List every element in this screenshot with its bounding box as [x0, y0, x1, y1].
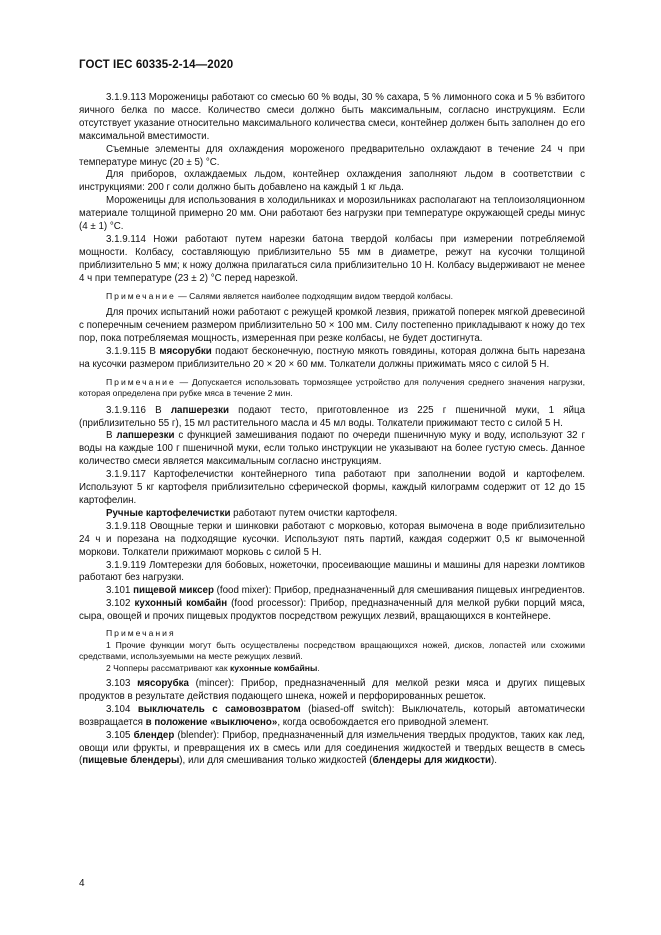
text-span: 3.1.9.115 В: [106, 345, 160, 357]
term-bold: выключатель с самовозвратом: [137, 703, 301, 715]
text-span: (mincer): Прибор, предназначенный для мелкой резки мяса и других пищевых продуктов в результате действия подающего шнека, ножей и перфорированных решеток.: [79, 678, 585, 702]
text-span: 3.104: [106, 703, 138, 715]
paragraph-3-1-9-119: 3.1.9.119 Ломтерезки для бобовых, ножеточки, просеивающие машины и машины для нарезки ломтиков работают без нагрузки.: [79, 559, 585, 584]
note-salami: [79, 291, 585, 303]
term-bold: лапшерезки: [116, 430, 175, 442]
term-bold: блендеры для жидкости: [372, 755, 491, 767]
text-span: , когда освобождается его приводной элемент.: [277, 716, 489, 728]
paragraph-removable-elements: Съемные элементы для охлаждения мороженого предварительно охлаждают в течение 24 ч при температуре минус (20 ± 5) °С.: [79, 143, 585, 168]
paragraph-3-1-9-117: 3.1.9.117 Картофелечистки контейнерного типа работают при заполнении водой и картофелем. Используют 5 кг картофеля приблизительно сферической формы, каждый килограмм содержит от 12 до 15 картофелин.: [79, 469, 585, 506]
text-span: В: [106, 430, 117, 442]
paragraph-kneading: [79, 430, 585, 469]
note-item-2: [79, 663, 585, 675]
text-span: 3.1.9.116 В: [106, 404, 171, 416]
paragraph-3-1-9-116: [79, 405, 585, 431]
text-span: 3.103: [106, 678, 138, 690]
term-bold: кухонные комбайны: [229, 662, 318, 673]
text-span: (food mixer): Прибор, предназначенный для смешивания пищевых ингредиентов.: [213, 585, 585, 597]
paragraph-ice-cooled: Для приборов, охлаждаемых льдом, контейнер охлаждения заполняют льдом в соответствии с инструкциями: 200 г соли должно быть добавлено на каждый 1 кг льда.: [79, 169, 585, 194]
text-span: (food processor): Прибор, предназначенный для мелкой рубки порций мяса, сыра, овощей и прочих пищевых продуктов посредством режущих лезвий, вращающихся в контейнере.: [79, 598, 586, 623]
paragraph-hand-peelers: [79, 508, 585, 521]
note-text: — Салями является наиболее подходящим видом твердой колбасы.: [175, 290, 454, 301]
paragraph-3-1-9-115: [79, 346, 585, 372]
text-span: (blender): Прибор, предназначенный для измельчения твердых продуктов, таких как лед, овощи или фрукты, и превращения их в смесь или для соединения жидкостей и твердых веществ в смесь (: [79, 729, 585, 767]
definition-3-104: [79, 704, 585, 730]
text-span: ), или для смешивания только жидкостей (: [179, 755, 373, 767]
note-label: Примечание: [106, 376, 176, 387]
notes-heading: [79, 628, 585, 640]
text-span: ).: [490, 755, 497, 767]
text-span: 3.105: [106, 729, 134, 741]
paragraph-3-1-9-114: 3.1.9.114 Ножи работают путем нарезки батона твердой колбасы при измерении потребляемой мощности. Колбасу, составляющую приблизительно 55 мм в диаметре, режут на кусочки толщиной приблизительно 5 мм; к ножу должна прилагаться сила приблизительно 10 Н. Колбасу выдерживают не менее 4 ч при температуре (23 ± 2) °С перед нарезкой.: [79, 233, 585, 284]
paragraph-other-tests: Для прочих испытаний ножи работают с режущей кромкой лезвия, прижатой поперек мягкой древесиной с поперечным сечением размером приблизительно 50 × 100 мм. Силу постепенно прикладывают к ножу до тех пор, пока потребляемая мощность, измеренная при резке колбасы, не будет достигнута.: [79, 307, 585, 344]
paragraph-fridge-use: Мороженицы для использования в холодильниках и морозильниках располагают на теплоизоляционном материале толщиной примерно 20 мм. Они работают без нагрузки при температуре окружающей среды минус (4 ± 1) °С.: [79, 195, 585, 233]
paragraph-3-1-9-118: 3.1.9.118 Овощные терки и шинковки работают с морковью, которая вымочена в воде приблизительно 24 ч и порезана на подходящие кусочки. Используют пять партий, каждая содержит 0,5 кг вымоченной моркови. Толкатели прижимают морковь с силой 5 Н.: [79, 520, 585, 558]
text-span: подают бесконечную, постную мякоть говядины, которая должна быть нарезана на кусочки размером приблизительно 20 × 20 × 60 мм. Толкатели должны прижимать мясо с силой 5 Н.: [79, 345, 585, 370]
text-span: 3.101: [106, 585, 134, 597]
definition-3-105: [79, 730, 585, 769]
term-bold: мясорубки: [159, 345, 212, 357]
term-bold: пищевой миксер: [133, 585, 214, 597]
text-span: подают тесто, приготовленное из 225 г пшеничной муки, 1 яйца (приблизительно 55 г), 15 мл растительного масла и 45 мл воды. Толкатели прижимают тесто с силой 5 Н.: [79, 404, 586, 429]
definition-3-101: [79, 585, 585, 598]
term-bold: в положение «выключено»: [145, 716, 278, 728]
text-span: (biased-off switch): Выключатель, который автоматически возвращается: [79, 703, 585, 728]
term-bold: лапшерезки: [170, 404, 229, 416]
text-span: с функцией замешивания подают по очереди пшеничную муку и воду, используют 32 г воды на каждые 100 г пшеничной муки, если только инструкции не указывают на более густую смесь. Данное количество смеси является максимальным согласно инструкциям.: [79, 430, 585, 468]
note-item-1: 1 Прочие функции могут быть осуществлены посредством вращающихся ножей, дисков, лопастей или схожими средствами, используемыми на месте режущих лезвий.: [79, 639, 585, 662]
document-body: [79, 92, 585, 768]
definition-3-102: [79, 598, 585, 624]
note-brake: [79, 377, 585, 400]
definition-3-103: [79, 678, 585, 704]
page-number: 4: [79, 878, 85, 889]
term-bold: блендер: [133, 729, 175, 741]
term-bold: мясорубка: [137, 678, 189, 690]
text-span: .: [317, 662, 320, 673]
text-span: работают путем очистки картофеля.: [230, 507, 398, 519]
note-text: — Допускается использовать тормозящее устройство для получения среднего значения нагрузки, которая определена при рубке мяса в течение 2 мин.: [79, 376, 585, 399]
term-bold: кухонный комбайн: [134, 598, 228, 610]
note-label: Примечание: [106, 290, 176, 301]
paragraph-3-1-9-113: 3.1.9.113 Мороженицы работают со смесью 60 % воды, 30 % сахара, 5 % лимонного сока и 5 % взбитого яичного белка по массе. Количество смеси должно быть максимальным, согласно инструкциям. Если отсутствует указание относительно максимального количества смеси, контейнер должен быть заполнен до его максимальной вместимости.: [79, 92, 585, 142]
term-bold: пищевые блендеры: [82, 755, 180, 767]
notes-label: Примечания: [106, 628, 176, 639]
text-span: 2 Чопперы рассматривают как: [106, 662, 230, 673]
page-header: ГОСТ IEC 60335-2-14—2020: [79, 59, 234, 71]
text-span: 3.102: [106, 598, 135, 610]
term-bold: Ручные картофелечистки: [106, 507, 231, 519]
